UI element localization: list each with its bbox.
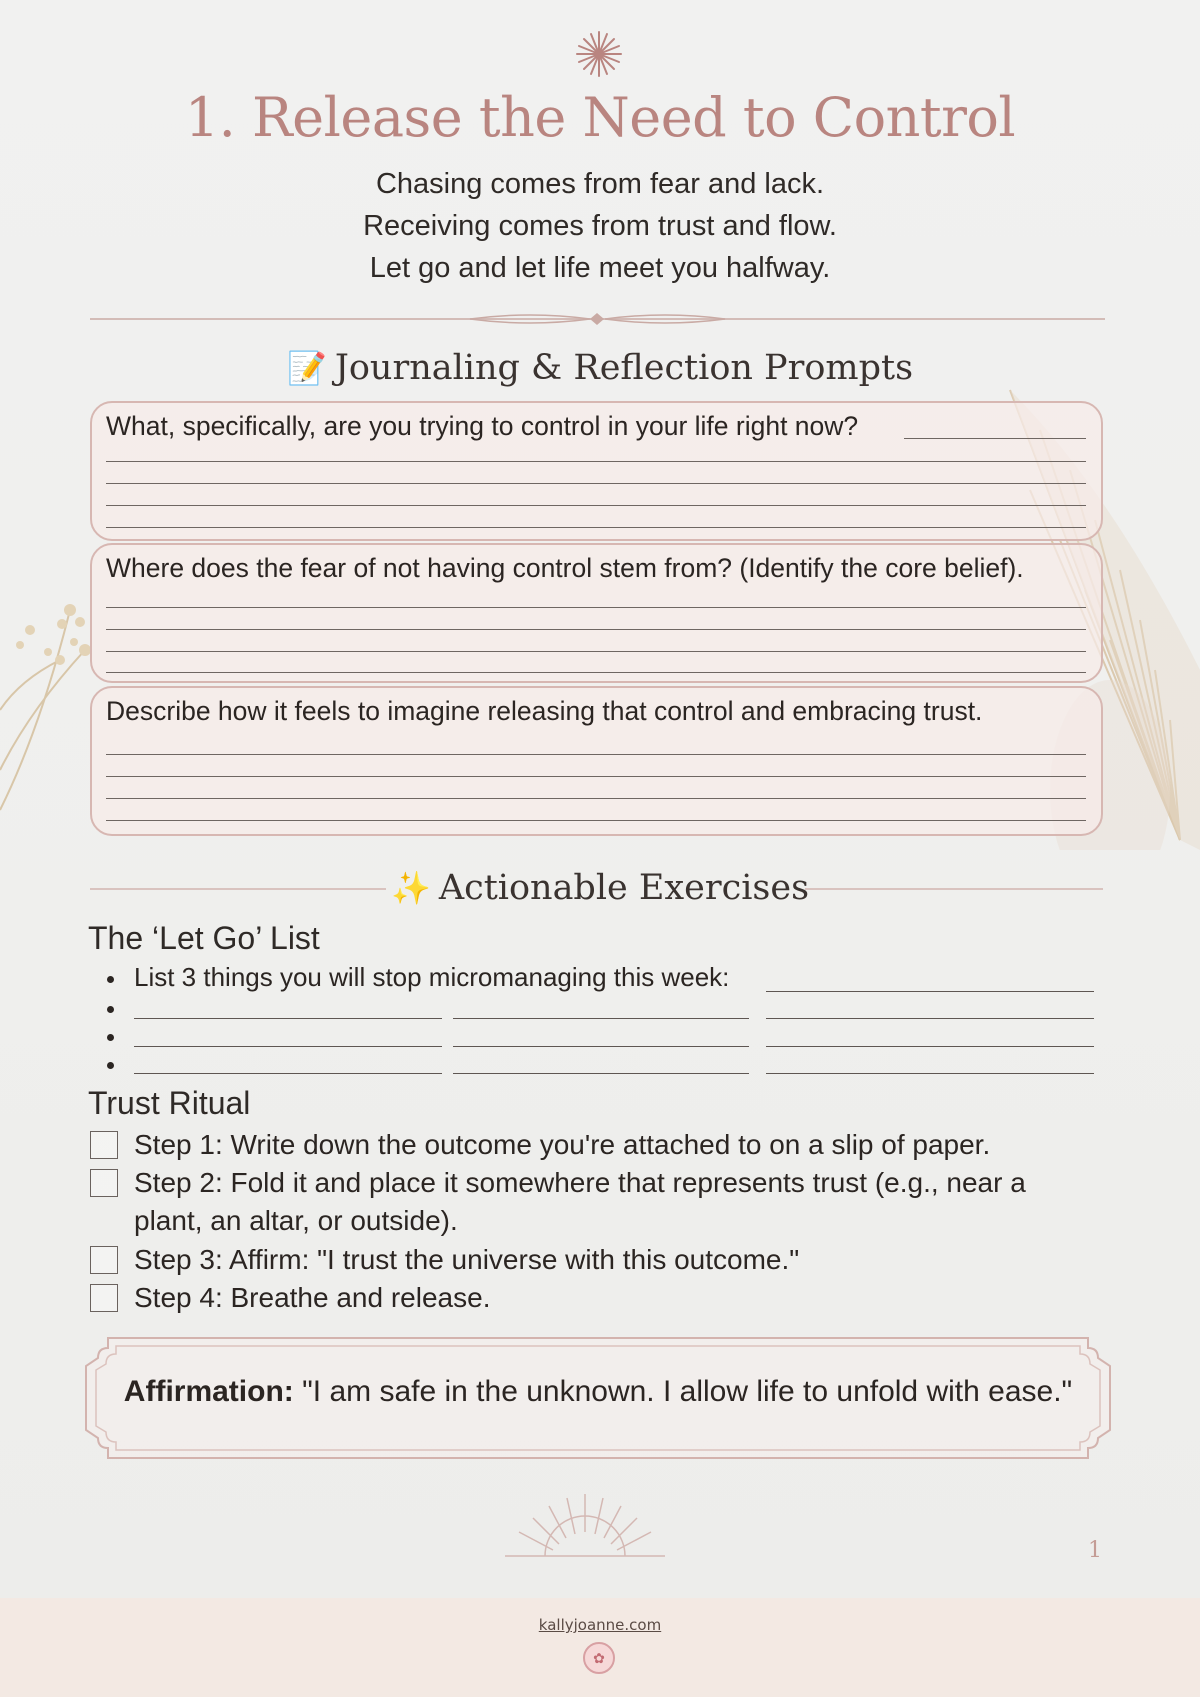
journaling-heading-text: Journaling & Reflection Prompts (334, 348, 914, 388)
writing-line[interactable] (106, 776, 1086, 777)
affirmation (84, 1375, 1112, 1409)
subtitle-line: Chasing comes from fear and lack. (375, 168, 825, 200)
page-title: 1. Release the Need to Control (184, 86, 1016, 149)
writing-line[interactable] (106, 461, 1086, 462)
sparkles-icon: ✨ (390, 869, 431, 907)
bullet (107, 1034, 114, 1041)
answer-blank[interactable] (766, 1046, 1094, 1047)
ornamental-divider (90, 309, 1105, 329)
answer-blank[interactable] (766, 1073, 1094, 1074)
step-checkbox[interactable] (90, 1131, 118, 1159)
answer-blank[interactable] (766, 1018, 1094, 1019)
dried-flower-decoration (0, 590, 95, 820)
starburst-icon (575, 30, 623, 78)
website-link[interactable]: kallyjoanne.com (538, 1616, 662, 1634)
trust-ritual-title: Trust Ritual (88, 1085, 251, 1121)
journal-prompt: Where does the fear of not having control stem from? (Identify the core belief). (106, 553, 1024, 583)
exercises-heading-text: Actionable Exercises (438, 868, 810, 908)
ritual-step-text: Step 4: Breathe and release. (134, 1282, 491, 1313)
writing-line[interactable] (106, 754, 1086, 755)
journal-prompt-box (90, 686, 1103, 836)
sunrise-ornament (505, 1492, 665, 1564)
affirmation-label: Affirmation: (123, 1375, 294, 1408)
answer-blank[interactable] (766, 991, 1094, 992)
bullet (107, 976, 114, 983)
answer-blank[interactable] (134, 1046, 442, 1047)
let-go-instruction: List 3 things you will stop micromanaging this week: (134, 962, 730, 992)
ritual-step-text: Step 3: Affirm: "I trust the universe with this outcome." (134, 1244, 800, 1275)
memo-icon: 📝 (286, 349, 327, 387)
step-checkbox[interactable] (90, 1284, 118, 1312)
writing-line[interactable] (106, 672, 1086, 673)
writing-line[interactable] (904, 438, 1086, 439)
writing-line[interactable] (106, 607, 1086, 608)
journal-prompt: Describe how it feels to imagine releasing that control and embracing trust. (106, 696, 983, 726)
writing-line[interactable] (106, 527, 1086, 528)
writing-line[interactable] (106, 483, 1086, 484)
footer (0, 1598, 1200, 1697)
journal-prompt: What, specifically, are you trying to control in your life right now? (106, 411, 859, 441)
step-checkbox[interactable] (90, 1246, 118, 1274)
exercises-heading (0, 868, 1200, 908)
bullet (107, 1062, 114, 1069)
journal-prompt-box (90, 401, 1103, 541)
answer-blank[interactable] (453, 1018, 749, 1019)
answer-blank[interactable] (453, 1046, 749, 1047)
affirmation-text: "I am safe in the unknown. I allow life to unfold with ease." (302, 1375, 1073, 1408)
writing-line[interactable] (106, 629, 1086, 630)
ritual-step-text: Step 2: Fold it and place it somewhere that represents trust (e.g., near a plant, an altar, or outside). (134, 1167, 1026, 1236)
journaling-heading (0, 348, 1200, 388)
ritual-step-text: Step 1: Write down the outcome you're attached to on a slip of paper. (134, 1129, 991, 1160)
brand-logo-icon (583, 1642, 615, 1674)
step-checkbox[interactable] (90, 1169, 118, 1197)
page-number: 1 (1088, 1538, 1102, 1563)
writing-line[interactable] (106, 651, 1086, 652)
bullet (107, 1006, 114, 1013)
answer-blank[interactable] (134, 1018, 442, 1019)
subtitle-line: Receiving comes from trust and flow. (363, 210, 837, 242)
subtitle-line: Let go and let life meet you halfway. (369, 252, 831, 284)
writing-line[interactable] (106, 505, 1086, 506)
let-go-list-title: The ‘Let Go’ List (88, 920, 320, 956)
journal-prompt-box (90, 543, 1103, 683)
writing-line[interactable] (106, 820, 1086, 821)
writing-line[interactable] (106, 798, 1086, 799)
answer-blank[interactable] (453, 1073, 749, 1074)
answer-blank[interactable] (134, 1073, 442, 1074)
